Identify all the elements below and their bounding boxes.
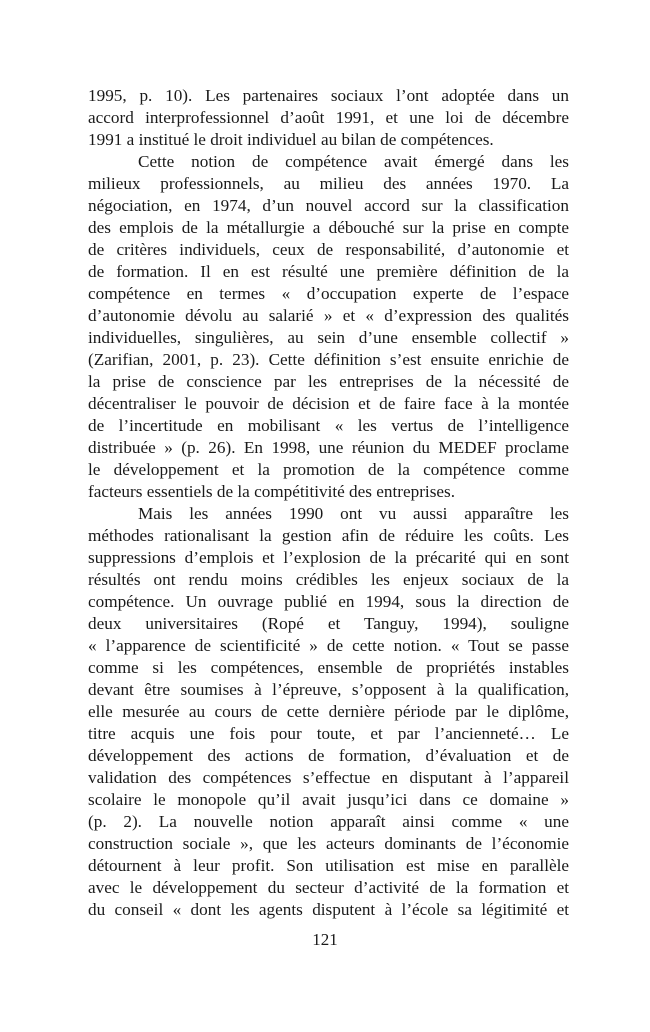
text-line: « l’apparence de scientificité » de cette notion. « Tout se passe — [88, 636, 569, 655]
text-line: compétence en termes « d’occupation experte de l’espace — [88, 284, 569, 303]
text-line: scolaire le monopole qu’il avait jusqu’ici dans ce domaine » — [88, 790, 569, 809]
text-line: méthodes rationalisant la gestion afin de réduire les coûts. Les — [88, 526, 569, 545]
text-line: individuelles, singulières, au sein d’une ensemble collectif » — [88, 328, 569, 347]
text-line: de critères individuels, ceux de responsabilité, d’autonomie et — [88, 240, 569, 259]
text-line: le développement et la promotion de la compétence comme — [88, 460, 569, 479]
text-line: détournent à leur profit. Son utilisation est mise en parallèle — [88, 856, 569, 875]
text-line: 1991 a institué le droit individuel au bilan de compétences. — [88, 130, 494, 149]
text-line: titre acquis une fois pour toute, et par l’ancienneté… Le — [88, 724, 569, 743]
text-line: décentraliser le pouvoir de décision et de faire face à la montée — [88, 394, 569, 413]
text-line: comme si les compétences, ensemble de propriétés instables — [88, 658, 569, 677]
text-line: facteurs essentiels de la compétitivité des entreprises. — [88, 482, 456, 501]
text-line: accord interprofessionnel d’août 1991, et une loi de décembre — [88, 108, 569, 127]
text-line: Cette notion de compétence avait émergé dans les — [138, 152, 569, 171]
text-line: avec le développement du secteur d’activité de la formation et — [88, 878, 569, 897]
text-line: développement des actions de formation, d’évaluation et de — [88, 746, 569, 765]
text-line: négociation, en 1974, d’un nouvel accord sur la classification — [88, 196, 569, 215]
text-line: deux universitaires (Ropé et Tanguy, 1994), souligne — [88, 614, 569, 633]
text-line: d’autonomie dévolu au salarié » et « d’expression des qualités — [88, 306, 569, 325]
text-line: la prise de conscience par les entreprises de la nécessité de — [88, 372, 569, 391]
text-line: (p. 2). La nouvelle notion apparaît ainsi comme « une — [88, 812, 569, 831]
text-line: Mais les années 1990 ont vu aussi apparaître les — [138, 504, 569, 523]
page-number: 121 — [312, 930, 338, 949]
text-line: (Zarifian, 2001, p. 23). Cette définition s’est ensuite enrichie de — [88, 350, 569, 369]
text-line: suppressions d’emplois et l’explosion de la précarité qui en sont — [88, 548, 569, 567]
text-line: de formation. Il en est résulté une première définition de la — [88, 262, 569, 281]
text-line: validation des compétences s’effectue en disputant à l’appareil — [88, 768, 569, 787]
text-line: distribuée » (p. 26). En 1998, une réunion du MEDEF proclame — [88, 438, 569, 457]
text-line: de l’incertitude en mobilisant « les vertus de l’intelligence — [88, 416, 569, 435]
text-line: compétence. Un ouvrage publié en 1994, sous la direction de — [88, 592, 569, 611]
body-text — [88, 85, 569, 921]
text-line: des emplois de la métallurgie a débouché sur la prise en compte — [88, 218, 569, 237]
text-line: devant être soumises à l’épreuve, s’opposent à la qualification, — [88, 680, 569, 699]
text-line: elle mesurée au cours de cette dernière période par le diplôme, — [88, 702, 569, 721]
text-line: du conseil « dont les agents disputent à l’école sa légitimité et — [88, 900, 569, 919]
text-line: 1995, p. 10). Les partenaires sociaux l’ont adoptée dans un — [88, 86, 569, 105]
text-line: résultés ont rendu moins crédibles les enjeux sociaux de la — [88, 570, 569, 589]
text-line: construction sociale », que les acteurs dominants de l’économie — [88, 834, 569, 853]
text-line: milieux professionnels, au milieu des années 1970. La — [88, 174, 569, 193]
